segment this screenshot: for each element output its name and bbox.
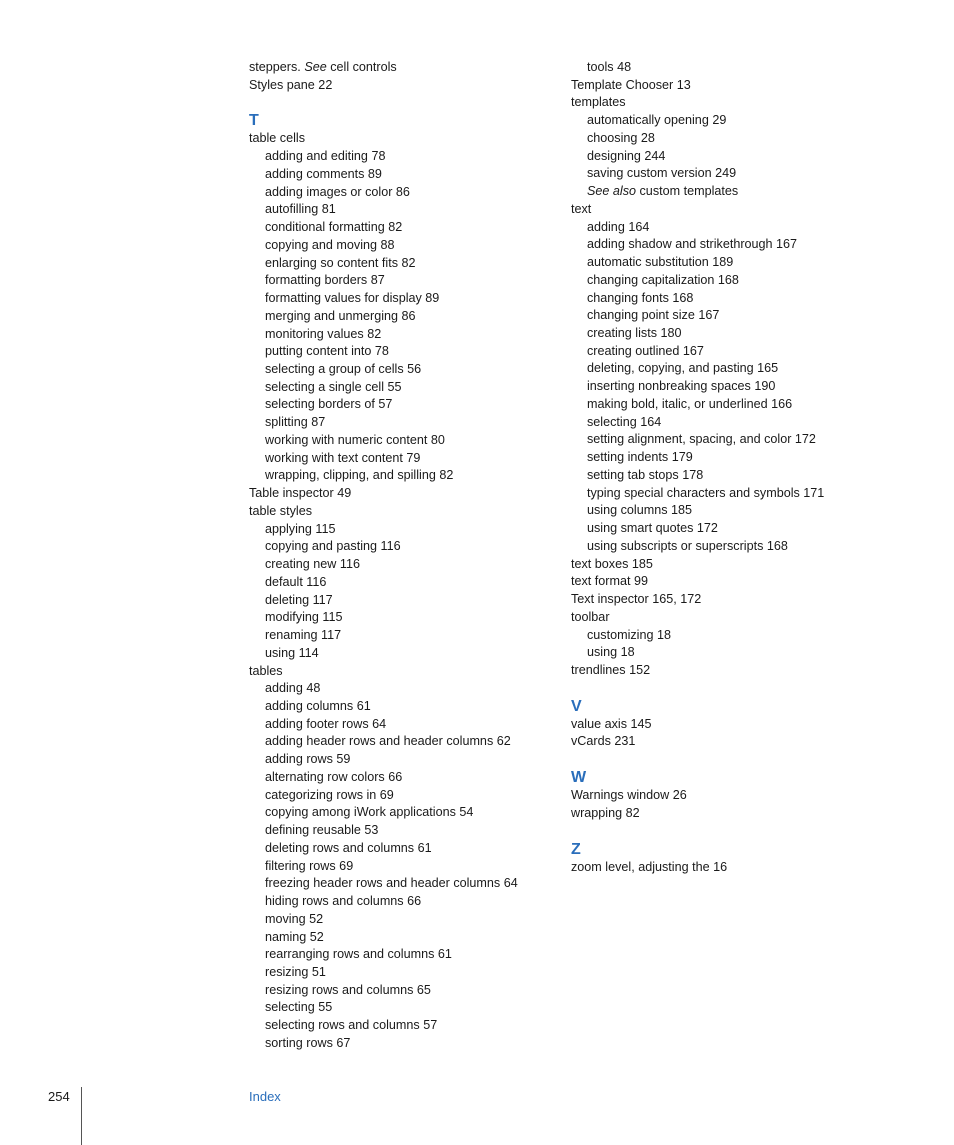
index-column-left <box>249 59 549 1053</box>
index-subentry: selecting a group of cells 56 <box>265 362 422 377</box>
index-entry: zoom level, adjusting the 16 <box>571 859 728 874</box>
index-entry: toolbar <box>571 609 610 624</box>
cross-reference-target: custom templates <box>636 184 739 199</box>
index-column-right <box>571 59 901 876</box>
index-subentry: adding columns 61 <box>265 698 371 713</box>
index-subentry: adding header rows and header columns 62 <box>265 734 511 749</box>
index-entry: wrapping 82 <box>571 805 640 820</box>
index-entry: Table inspector 49 <box>249 486 352 501</box>
index-subentry: enlarging so content fits 82 <box>265 255 416 270</box>
index-subentry: splitting 87 <box>265 415 326 430</box>
index-subentry: adding and editing 78 <box>265 149 386 164</box>
index-subentry: setting tab stops 178 <box>587 467 704 482</box>
index-subentry: creating lists 180 <box>587 326 682 341</box>
index-subentry: using columns 185 <box>587 503 693 518</box>
index-entry: value axis 145 <box>571 716 652 731</box>
index-subentry: resizing 51 <box>265 964 326 979</box>
index-letter-heading: V <box>571 697 582 715</box>
index-entry: Text inspector 165, 172 <box>571 592 702 607</box>
section-label: Index <box>249 1089 281 1104</box>
index-subentry: changing fonts 168 <box>587 290 694 305</box>
entry-prefix: steppers. <box>249 60 305 74</box>
footer-divider <box>81 1087 82 1145</box>
index-subentry: customizing 18 <box>587 627 671 642</box>
index-subentry: changing point size 167 <box>587 308 720 323</box>
index-subentry: adding 48 <box>265 681 321 696</box>
index-entry <box>249 59 549 77</box>
index-entry: Styles pane 22 <box>249 77 333 92</box>
index-subentry: formatting borders 87 <box>265 273 385 288</box>
index-subentry: inserting nonbreaking spaces 190 <box>587 379 776 394</box>
index-subentry: putting content into 78 <box>265 344 389 359</box>
index-subentry: default 116 <box>265 574 327 589</box>
index-subentry: setting indents 179 <box>587 450 693 465</box>
index-subentry: making bold, italic, or underlined 166 <box>587 396 793 411</box>
index-entry: text format 99 <box>571 574 648 589</box>
index-subentry: selecting rows and columns 57 <box>265 1018 438 1033</box>
index-subentry: modifying 115 <box>265 610 343 625</box>
index-subentry <box>571 183 901 201</box>
index-subentry: using 18 <box>587 645 635 660</box>
index-subentry: deleting rows and columns 61 <box>265 840 432 855</box>
index-subentry: alternating row colors 66 <box>265 769 403 784</box>
index-subentry: copying and moving 88 <box>265 237 395 252</box>
index-subentry: selecting 164 <box>587 414 662 429</box>
index-entry: Warnings window 26 <box>571 788 687 803</box>
index-subentry: typing special characters and symbols 171 <box>587 485 825 500</box>
index-subentry: defining reusable 53 <box>265 823 379 838</box>
index-entry: tables <box>249 663 283 678</box>
index-subentry: using 114 <box>265 645 319 660</box>
index-subentry: naming 52 <box>265 929 324 944</box>
index-letter-heading: Z <box>571 840 581 858</box>
index-subentry: filtering rows 69 <box>265 858 354 873</box>
index-letter-heading: T <box>249 112 259 130</box>
page-number: 254 <box>48 1089 70 1104</box>
index-subentry: creating new 116 <box>265 557 360 572</box>
index-subentry: automatically opening 29 <box>587 113 727 128</box>
index-subentry: applying 115 <box>265 521 336 536</box>
cross-reference-label: See <box>304 60 327 74</box>
index-subentry: setting alignment, spacing, and color 172 <box>587 432 816 447</box>
index-subentry: adding shadow and strikethrough 167 <box>587 237 798 252</box>
index-subentry: hiding rows and columns 66 <box>265 894 422 909</box>
cross-reference-target: cell controls <box>326 60 397 74</box>
index-subentry: working with numeric content 80 <box>265 432 445 447</box>
index-subentry: merging and unmerging 86 <box>265 308 416 323</box>
index-subentry: conditional formatting 82 <box>265 220 403 235</box>
index-subentry: selecting a single cell 55 <box>265 379 402 394</box>
index-subentry: adding comments 89 <box>265 166 382 181</box>
index-subentry: adding 164 <box>587 219 650 234</box>
index-entry: trendlines 152 <box>571 662 651 677</box>
index-letter-heading: W <box>571 769 587 787</box>
index-subentry: adding rows 59 <box>265 752 351 767</box>
index-subentry: resizing rows and columns 65 <box>265 982 431 997</box>
index-subentry: freezing header rows and header columns 64 <box>265 876 518 891</box>
index-subentry: wrapping, clipping, and spilling 82 <box>265 468 454 483</box>
index-subentry: saving custom version 249 <box>587 166 737 181</box>
index-subentry: monitoring values 82 <box>265 326 382 341</box>
index-subentry: selecting 55 <box>265 1000 333 1015</box>
index-subentry: formatting values for display 89 <box>265 291 440 306</box>
index-subentry: rearranging rows and columns 61 <box>265 947 452 962</box>
index-subentry: sorting rows 67 <box>265 1035 351 1050</box>
index-entry: text <box>571 201 592 216</box>
index-subentry: changing capitalization 168 <box>587 272 739 287</box>
index-subentry: renaming 117 <box>265 628 342 643</box>
index-entry: table cells <box>249 131 306 146</box>
index-subentry: deleting 117 <box>265 592 333 607</box>
index-subentry: categorizing rows in 69 <box>265 787 394 802</box>
index-subentry: copying among iWork applications 54 <box>265 805 474 820</box>
index-subentry: automatic substitution 189 <box>587 255 734 270</box>
index-subentry: designing 244 <box>587 148 666 163</box>
index-subentry: deleting, copying, and pasting 165 <box>587 361 779 376</box>
index-entry: templates <box>571 95 626 110</box>
index-subentry: moving 52 <box>265 911 324 926</box>
index-subentry: copying and pasting 116 <box>265 539 401 554</box>
index-subentry: choosing 28 <box>587 130 655 145</box>
index-subentry: using smart quotes 172 <box>587 521 718 536</box>
index-subentry: selecting borders of 57 <box>265 397 393 412</box>
index-subentry: adding footer rows 64 <box>265 716 387 731</box>
index-subentry: tools 48 <box>587 60 632 74</box>
index-subentry: using subscripts or superscripts 168 <box>587 538 788 553</box>
index-entry: table styles <box>249 503 312 518</box>
cross-reference-label: See also <box>587 184 637 199</box>
index-subentry: creating outlined 167 <box>587 343 704 358</box>
index-entry: text boxes 185 <box>571 556 653 571</box>
index-entry: vCards 231 <box>571 734 636 749</box>
index-entry: Template Chooser 13 <box>571 77 691 92</box>
index-subentry: working with text content 79 <box>265 450 421 465</box>
index-subentry: autofilling 81 <box>265 202 336 217</box>
index-subentry: adding images or color 86 <box>265 184 410 199</box>
